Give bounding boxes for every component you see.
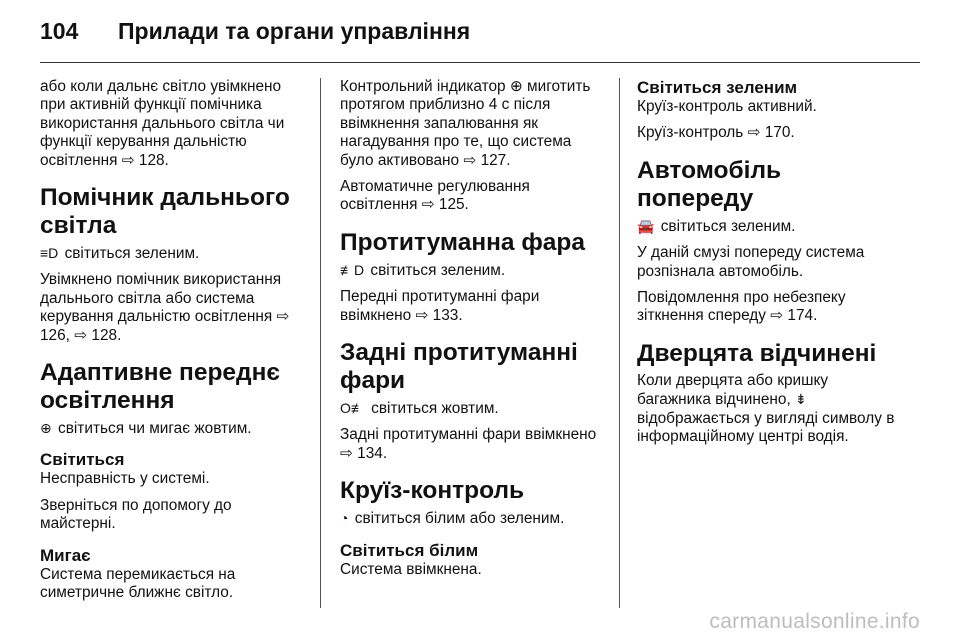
rear-fog-description: Задні протитуманні фари ввімкнено ⇨ 134. xyxy=(340,426,597,462)
page-header xyxy=(40,18,920,63)
status-text: світиться чи мигає жовтим. xyxy=(58,420,252,438)
status-text: світиться зеленим. xyxy=(370,261,506,279)
fog-light-description: Передні протитуманні фари ввімкнено ⇨ 133. xyxy=(340,288,540,324)
cruise-status xyxy=(340,509,602,528)
cruise-control-icon: ◔ xyxy=(340,510,349,527)
cruise-reference: Круїз-контроль ⇨ 170. xyxy=(637,124,795,142)
heading-fog-light: Протитуманна фара xyxy=(340,228,586,256)
column-1 xyxy=(40,78,302,611)
high-beam-assist-description: Увімкнено помічник використання дальнього світла або система керування дальністю освітлення ⇨ 126, ⇨ 128. xyxy=(40,271,290,344)
vehicle-ahead-status xyxy=(637,217,899,236)
column-3 xyxy=(637,78,899,454)
lit-description-2: Зверніться по допомогу до майстерні. xyxy=(40,496,232,533)
indicator-paragraph: Контрольний індикатор ⊕ миготить протягом приблизно 4 с після ввімкнення запалювання як нагадування про те, що система було активовано ⇨ 127. xyxy=(340,78,591,169)
column-divider xyxy=(619,78,620,608)
heading-cruise-control: Круїз-контроль xyxy=(340,477,525,505)
adaptive-lighting-icon: ⊕ xyxy=(40,420,52,437)
page-title: Прилади та органи управління xyxy=(118,18,471,44)
door-text-2: відображається у вигляді символу в інформаційному центрі водія. xyxy=(637,409,895,446)
collision-alert-reference: Повідомлення про небезпеку зіткнення спереду ⇨ 174. xyxy=(637,289,846,325)
door-open-icon: ⇟ xyxy=(795,391,807,408)
door-open-description xyxy=(637,372,899,447)
heading-rear-fog: Задні протитуманні фари xyxy=(340,339,578,395)
status-text: світиться зеленим. xyxy=(660,217,796,235)
watermark: carmanualsonline.info xyxy=(709,610,920,633)
subheading-lit: Світиться xyxy=(40,450,125,470)
lit-description: Несправність у системі. xyxy=(40,470,210,488)
auto-lighting-paragraph: Автоматичне регулювання освітлення ⇨ 125. xyxy=(340,178,530,214)
high-beam-assist-icon: ≡D xyxy=(40,245,59,262)
heading-vehicle-ahead: Автомобіль попереду xyxy=(637,156,782,212)
subheading-lit-white: Світиться білим xyxy=(340,540,479,560)
rear-fog-icon: O≢ xyxy=(340,400,365,417)
subheading-flash: Мигає xyxy=(40,545,91,565)
lit-green-description: Круїз-контроль активний. xyxy=(637,98,817,115)
heading-door-open: Дверцята відчинені xyxy=(637,339,877,367)
door-text-1: Коли дверцята або кришку багажника відчинено, xyxy=(637,371,829,409)
status-text: світиться білим або зеленим. xyxy=(354,510,565,528)
page-number: 104 xyxy=(40,18,79,44)
adaptive-lighting-status xyxy=(40,419,302,438)
lit-white-description: Система ввімкнена. xyxy=(340,560,482,578)
subheading-lit-green: Світиться зеленим xyxy=(637,78,798,97)
intro-paragraph: або коли дальнє світло увімкнено при активній функції помічника використання дальнього світла чи функції керування дальністю освітлення ⇨ 128. xyxy=(40,78,285,169)
column-2 xyxy=(340,78,602,587)
heading-high-beam-assist: Помічник дальнього світла xyxy=(40,184,290,240)
rear-fog-status xyxy=(340,399,602,418)
flash-description: Система перемикається на симетричне ближнє світло. xyxy=(40,565,236,602)
status-text: світиться зеленим. xyxy=(64,245,200,263)
status-text: світиться жовтим. xyxy=(371,400,499,418)
vehicle-ahead-description: У даній смузі попереду система розпізнала автомобіль. xyxy=(637,244,865,280)
column-divider xyxy=(320,78,321,608)
fog-light-icon: ≢D xyxy=(340,261,365,278)
high-beam-assist-status xyxy=(40,244,302,263)
heading-adaptive-lighting: Адаптивне переднє освітлення xyxy=(40,359,280,415)
car-icon: 🚘 xyxy=(637,217,655,234)
fog-light-status xyxy=(340,261,602,280)
